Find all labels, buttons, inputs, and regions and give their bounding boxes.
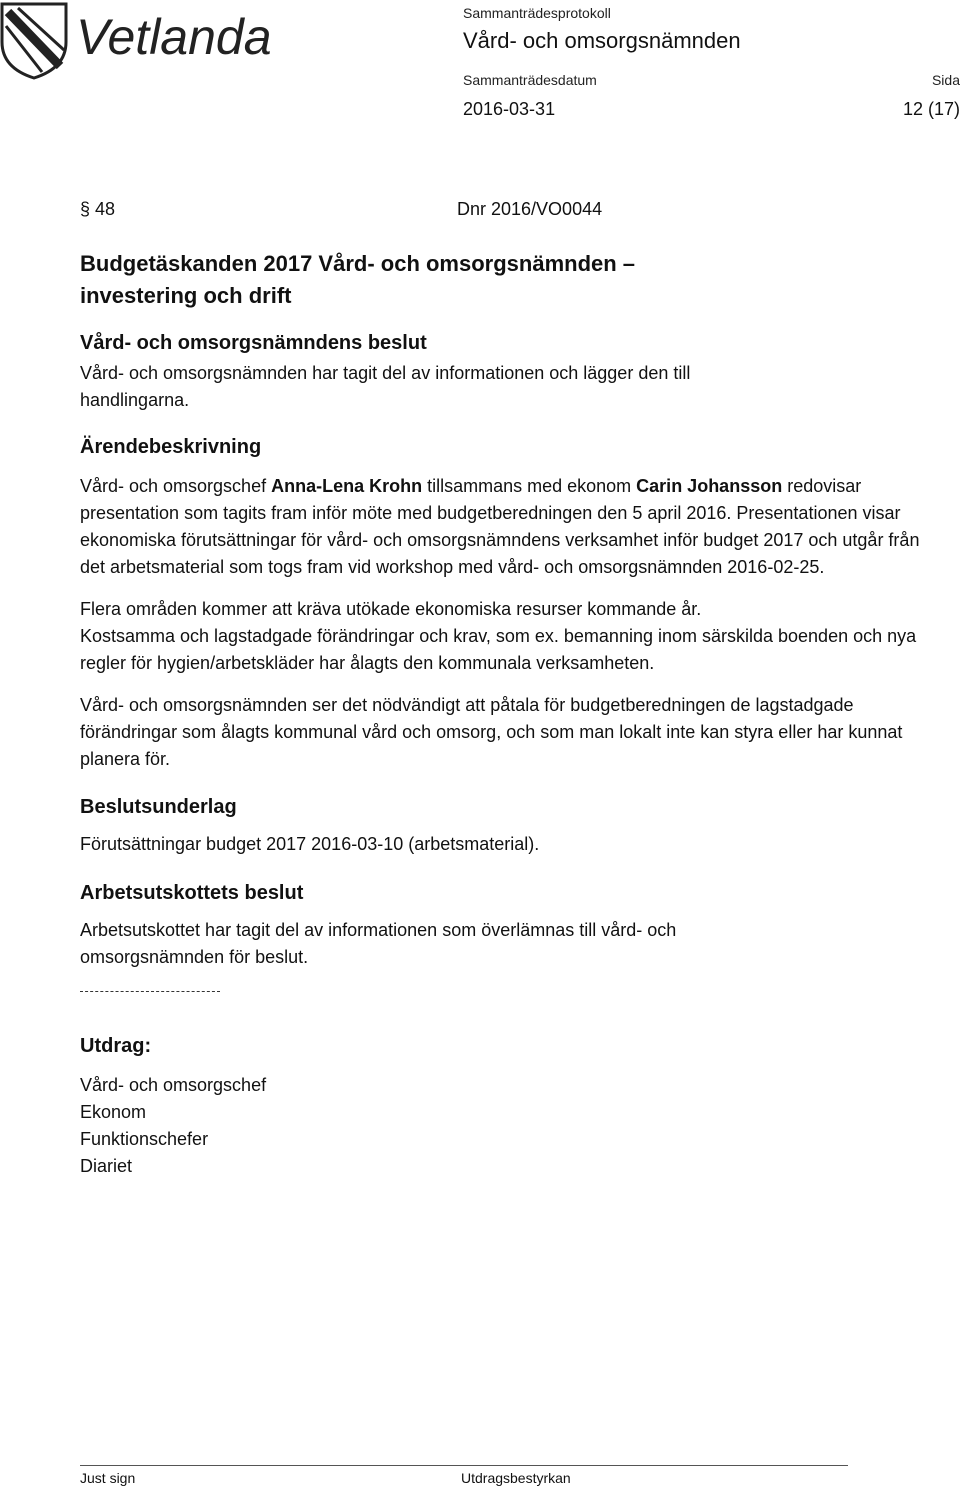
paragraph-number: § 48 — [80, 199, 116, 219]
economist-name: Carin Johansson — [636, 476, 783, 496]
description-text-a: Vård- och omsorgschef — [80, 476, 272, 496]
description-heading: Ärendebeskrivning — [80, 436, 262, 458]
decision-text: Vård- och omsorgsnämnden har tagit del av informationen och lägger den till handlingarna. — [80, 363, 691, 410]
protocol-content — [80, 196, 920, 1180]
recipient-item: Ekonom — [80, 1102, 147, 1122]
item-reference — [80, 196, 920, 222]
municipality-logo — [0, 0, 300, 80]
description-p2-rest: Kostsamma och lagstadgade förändringar och krav, som ex. bemanning inom särskilda boenden och nya regler för hygien/arbetskläder har ålagts den kommunala verksamheten. — [80, 626, 917, 673]
logo-wordmark: Vetlanda — [76, 9, 272, 65]
decision-heading: Vård- och omsorgsnämndens beslut — [80, 332, 427, 354]
page-label: Sida — [931, 72, 960, 88]
description-paragraph-3: Vård- och omsorgsnämnden ser det nödvändigt att påtala för budgetberedningen de lagstadgade förändringar som ålagts kommunal vård och omsorg, och som man lokalt inte kan styra eller har kunnat planera för. — [80, 695, 903, 769]
committee-text: Arbetsutskottet har tagit del av informationen som överlämnas till vård- och omsorgsnämnden för beslut. — [80, 920, 677, 967]
extract-recipients — [80, 1072, 920, 1180]
registration-number: Dnr 2016/VO0044 — [457, 199, 603, 219]
description-paragraph-2 — [80, 596, 920, 677]
chief-name: Anna-Lena Krohn — [271, 476, 423, 496]
separator-line — [80, 991, 220, 992]
verification-label: Utdragsbestyrkan — [461, 1470, 571, 1486]
item-title-line-2: investering och drift — [80, 283, 292, 308]
document-type: Sammanträdesprotokoll — [463, 5, 611, 21]
description-text-b: tillsammans med ekonom — [422, 476, 637, 496]
page-number: 12 (17) — [902, 99, 960, 119]
footer-rule — [80, 1465, 848, 1466]
description-paragraph-1 — [80, 473, 920, 581]
item-title — [80, 248, 920, 312]
recipient-item: Vård- och omsorgschef — [80, 1075, 267, 1095]
meeting-date-label: Sammanträdesdatum — [463, 72, 597, 88]
coat-of-arms-icon — [0, 0, 300, 80]
description-p2-line-1: Flera områden kommer att kräva utökade ekonomiska resurser kommande år. — [80, 599, 702, 619]
meeting-date: 2016-03-31 — [463, 99, 556, 119]
recipient-item: Diariet — [80, 1156, 133, 1176]
board-name: Vård- och omsorgsnämnden — [463, 28, 741, 53]
basis-heading: Beslutsunderlag — [80, 796, 237, 818]
recipient-item: Funktionschefer — [80, 1129, 209, 1149]
item-title-line-1: Budgetäskanden 2017 Vård- och omsorgsnämnden – — [80, 251, 636, 276]
document-header — [463, 4, 960, 121]
extract-heading: Utdrag: — [80, 1035, 152, 1057]
signature-label: Just sign — [80, 1470, 136, 1486]
committee-heading: Arbetsutskottets beslut — [80, 882, 304, 904]
description-text-c: redovisar presentation som tagits fram inför möte med budgetberedningen den 5 april 2016. Presentationen visar ekonomiska förutsättningar för vård- och omsorgsnämndens verksamhet inför budget 2017 och utgår från det arbetsmaterial som togs fram vid workshop med vård- och omsorgsnämnden 2016-02-25. — [80, 476, 920, 577]
basis-text: Förutsättningar budget 2017 2016-03-10 (arbetsmaterial). — [80, 834, 540, 854]
